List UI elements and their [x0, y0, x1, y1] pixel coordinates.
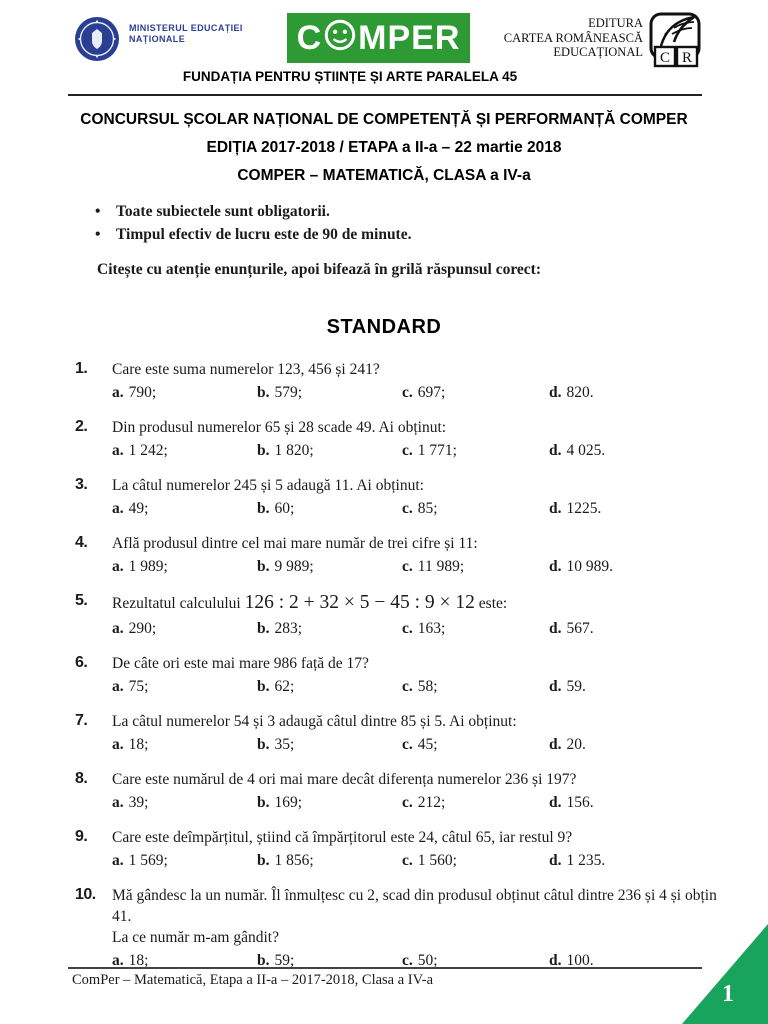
option-value: 1225.: [566, 500, 602, 517]
question-7: [75, 711, 735, 755]
option-letter: c.: [402, 794, 413, 811]
option-value: 49;: [128, 500, 149, 517]
comper-logo-suffix: MPER: [358, 19, 461, 57]
option-letter: b.: [257, 852, 270, 869]
option-a[interactable]: [112, 850, 257, 871]
option-letter: c.: [402, 620, 413, 637]
page-number: 1: [722, 981, 734, 1007]
question-5: [75, 591, 735, 639]
option-letter: b.: [257, 620, 270, 637]
option-c[interactable]: [402, 850, 549, 871]
question-number: 6.: [75, 654, 88, 671]
question-options: [112, 498, 735, 519]
option-letter: b.: [257, 500, 270, 517]
option-c[interactable]: [402, 734, 549, 755]
option-letter: a.: [112, 620, 124, 637]
question-options: [112, 618, 735, 639]
option-b[interactable]: [257, 498, 402, 519]
question-text: Care este numărul de 4 ori mai mare decât diferența numerelor 236 și 197?: [112, 771, 577, 788]
option-c[interactable]: [402, 440, 549, 461]
option-letter: a.: [112, 442, 124, 459]
option-a[interactable]: [112, 556, 257, 577]
option-b[interactable]: [257, 850, 402, 871]
cr-publisher-logo-icon: [648, 12, 702, 75]
option-letter: d.: [549, 678, 562, 695]
option-letter: b.: [257, 442, 270, 459]
option-value: 60;: [274, 500, 295, 517]
option-d[interactable]: [549, 734, 735, 755]
option-letter: b.: [257, 952, 270, 969]
publisher-name: [504, 16, 643, 60]
question-9: [75, 827, 735, 871]
option-value: 59.: [566, 678, 586, 695]
comper-logo-text: [297, 18, 461, 58]
option-c[interactable]: [402, 618, 549, 639]
government-seal-icon: [74, 16, 120, 67]
option-b[interactable]: [257, 440, 402, 461]
option-letter: d.: [549, 736, 562, 753]
option-value: 11 989;: [417, 558, 465, 575]
option-a[interactable]: [112, 440, 257, 461]
option-c[interactable]: [402, 676, 549, 697]
option-d[interactable]: [549, 850, 735, 871]
option-value: 100.: [566, 952, 594, 969]
option-value: 59;: [274, 952, 295, 969]
option-value: 567.: [566, 620, 594, 637]
question-text: Află produsul dintre cel mai mare număr de trei cifre și 11:: [112, 535, 478, 552]
option-a[interactable]: [112, 676, 257, 697]
option-value: 39;: [128, 794, 149, 811]
option-letter: d.: [549, 500, 562, 517]
option-letter: d.: [549, 852, 562, 869]
publisher-line2: CARTEA ROMÂNEASCĂ: [503, 30, 643, 45]
option-letter: b.: [257, 736, 270, 753]
document-header: [0, 0, 768, 96]
comper-logo-prefix: C: [296, 19, 323, 57]
footer-text: ComPer – Matematică, Etapa a II-a – 2017-2018, Clasa a IV-a: [72, 972, 434, 988]
option-d[interactable]: [549, 792, 735, 813]
question-number: 10.: [75, 886, 96, 903]
question-text: La câtul numerelor 245 și 5 adaugă 11. Ai obținut:: [112, 477, 424, 494]
bullet-icon: •: [95, 226, 101, 243]
option-letter: a.: [112, 558, 124, 575]
option-letter: a.: [112, 952, 124, 969]
question-1: [75, 359, 735, 403]
option-d[interactable]: [549, 440, 735, 461]
option-letter: c.: [402, 678, 413, 695]
question-text-line2: La ce număr m-am gândit?: [112, 929, 279, 946]
question-text: Mă gândesc la un număr. Îl înmulțesc cu 2, scad din produsul obținut câtul dintre 236 și 4 și obțin 41.: [112, 887, 717, 925]
question-text-post: este:: [478, 595, 508, 612]
option-letter: c.: [402, 442, 413, 459]
option-value: 20.: [566, 736, 586, 753]
option-letter: c.: [402, 736, 413, 753]
ministry-name-line1: MINISTERUL EDUCAȚIEI: [129, 23, 243, 33]
option-value: 50;: [417, 952, 438, 969]
header-divider: [68, 94, 702, 96]
option-letter: a.: [112, 794, 124, 811]
option-value: 18;: [128, 952, 149, 969]
option-b[interactable]: [257, 556, 402, 577]
option-value: 579;: [274, 384, 303, 401]
option-letter: b.: [257, 794, 270, 811]
option-value: 18;: [128, 736, 149, 753]
question-options: [112, 792, 735, 813]
question-3: [75, 475, 735, 519]
option-value: 290;: [128, 620, 157, 637]
option-a[interactable]: [112, 498, 257, 519]
instructions-list: [0, 200, 768, 246]
option-c[interactable]: [402, 382, 549, 403]
option-value: 4 025.: [566, 442, 606, 459]
option-b[interactable]: [257, 792, 402, 813]
option-value: 156.: [566, 794, 594, 811]
question-number: 3.: [75, 476, 88, 493]
option-value: 1 235.: [566, 852, 606, 869]
question-math-expression: 126 : 2 + 32 × 5 − 45 : 9 × 12: [244, 592, 475, 613]
list-item: [95, 223, 768, 246]
option-letter: a.: [112, 678, 124, 695]
question-text: Care este suma numerelor 123, 456 și 241?: [112, 361, 380, 378]
ministry-name: [129, 23, 243, 45]
question-text: De câte ori este mai mare 986 față de 17?: [112, 655, 369, 672]
question-text-pre: Rezultatul calculului: [112, 595, 241, 612]
foundation-name: FUNDAȚIA PENTRU ȘTIINȚE ȘI ARTE PARALELA 45: [182, 69, 518, 84]
footer-divider: [68, 967, 702, 969]
question-number: 9.: [75, 828, 88, 845]
option-letter: d.: [549, 794, 562, 811]
option-letter: c.: [402, 384, 413, 401]
option-value: 58;: [417, 678, 438, 695]
question-8: [75, 769, 735, 813]
option-value: 212;: [417, 794, 446, 811]
question-number: 2.: [75, 418, 88, 435]
svg-text:R: R: [681, 50, 693, 66]
contest-subject: COMPER – MATEMATICĂ, CLASA a IV-a: [237, 167, 531, 184]
option-letter: b.: [257, 678, 270, 695]
question-options: [112, 556, 735, 577]
option-value: 1 569;: [128, 852, 168, 869]
option-value: 1 820;: [274, 442, 314, 459]
option-d[interactable]: [549, 676, 735, 697]
publisher-line1: EDITURA: [588, 16, 643, 30]
intro-instruction: Citește cu atenție enunțurile, apoi bifează în grilă răspunsul corect:: [97, 261, 542, 278]
section-title: STANDARD: [326, 316, 442, 338]
option-value: 283;: [274, 620, 303, 637]
question-2: [75, 417, 735, 461]
ministry-name-line2: NAȚIONALE: [129, 34, 186, 44]
bullet-icon: •: [95, 203, 101, 220]
option-d[interactable]: [549, 498, 735, 519]
option-letter: a.: [112, 500, 124, 517]
option-value: 163;: [417, 620, 446, 637]
option-letter: c.: [402, 500, 413, 517]
option-letter: d.: [549, 384, 562, 401]
contest-title: CONCURSUL ȘCOLAR NAȚIONAL DE COMPETENȚĂ ȘI PERFORMANȚĂ COMPER: [80, 111, 688, 128]
option-value: 1 242;: [128, 442, 168, 459]
contest-edition: EDIȚIA 2017-2018 / ETAPA a II-a – 22 martie 2018: [206, 139, 562, 156]
option-value: 1 989;: [128, 558, 168, 575]
option-value: 85;: [417, 500, 438, 517]
option-letter: d.: [549, 620, 562, 637]
option-value: 35;: [274, 736, 295, 753]
option-letter: d.: [549, 442, 562, 459]
option-a[interactable]: [112, 734, 257, 755]
ministry-logo: [74, 16, 243, 67]
option-a[interactable]: [112, 792, 257, 813]
option-letter: d.: [549, 952, 562, 969]
question-options: [112, 850, 735, 871]
option-b[interactable]: [257, 676, 402, 697]
question-options: [112, 676, 735, 697]
question-number: 1.: [75, 360, 88, 377]
option-letter: a.: [112, 852, 124, 869]
option-letter: c.: [402, 952, 413, 969]
option-c[interactable]: [402, 792, 549, 813]
option-c[interactable]: [402, 498, 549, 519]
option-b[interactable]: [257, 618, 402, 639]
question-text: [112, 591, 735, 616]
question-6: [75, 653, 735, 697]
option-value: 169;: [274, 794, 303, 811]
instruction-text: Timpul efectiv de lucru este de 90 de minute.: [116, 226, 412, 243]
option-letter: d.: [549, 558, 562, 575]
option-value: 9 989;: [274, 558, 314, 575]
smiley-face-icon: [322, 18, 358, 58]
option-letter: a.: [112, 736, 124, 753]
option-letter: b.: [257, 558, 270, 575]
comper-logo: [287, 13, 470, 63]
option-letter: b.: [257, 384, 270, 401]
option-d[interactable]: [549, 556, 735, 577]
option-value: 62;: [274, 678, 295, 695]
option-a[interactable]: [112, 618, 257, 639]
option-value: 790;: [128, 384, 157, 401]
option-letter: a.: [112, 384, 124, 401]
publisher-line3: EDUCAȚIONAL: [553, 45, 643, 59]
option-d[interactable]: [549, 382, 735, 403]
option-letter: c.: [402, 852, 413, 869]
option-c[interactable]: [402, 556, 549, 577]
option-value: 45;: [417, 736, 438, 753]
questions-list: [0, 359, 768, 971]
option-b[interactable]: [257, 382, 402, 403]
question-number: 4.: [75, 534, 88, 551]
question-text: Care este deîmpărțitul, știind că împărțitorul este 24, câtul 65, iar restul 9?: [112, 829, 573, 846]
question-text: La câtul numerelor 54 și 3 adaugă câtul dintre 85 și 5. Ai obținut:: [112, 713, 517, 730]
option-value: 10 989.: [566, 558, 613, 575]
list-item: [95, 200, 768, 223]
option-a[interactable]: [112, 382, 257, 403]
question-number: 8.: [75, 770, 88, 787]
question-number: 5.: [75, 592, 88, 609]
option-value: 820.: [566, 384, 594, 401]
option-b[interactable]: [257, 734, 402, 755]
instruction-text: Toate subiectele sunt obligatorii.: [116, 203, 330, 220]
question-options: [112, 440, 735, 461]
option-value: 1 560;: [417, 852, 457, 869]
option-value: 75;: [128, 678, 149, 695]
option-value: 1 771;: [417, 442, 457, 459]
contest-title-block: [30, 106, 738, 190]
option-value: 1 856;: [274, 852, 314, 869]
question-4: [75, 533, 735, 577]
option-letter: c.: [402, 558, 413, 575]
question-number: 7.: [75, 712, 88, 729]
question-10: [75, 885, 735, 971]
question-options: [112, 734, 735, 755]
option-value: 697;: [417, 384, 446, 401]
option-d[interactable]: [549, 618, 735, 639]
question-text: Din produsul numerelor 65 și 28 scade 49. Ai obținut:: [112, 419, 447, 436]
svg-text:C: C: [659, 50, 671, 66]
question-options: [112, 382, 735, 403]
